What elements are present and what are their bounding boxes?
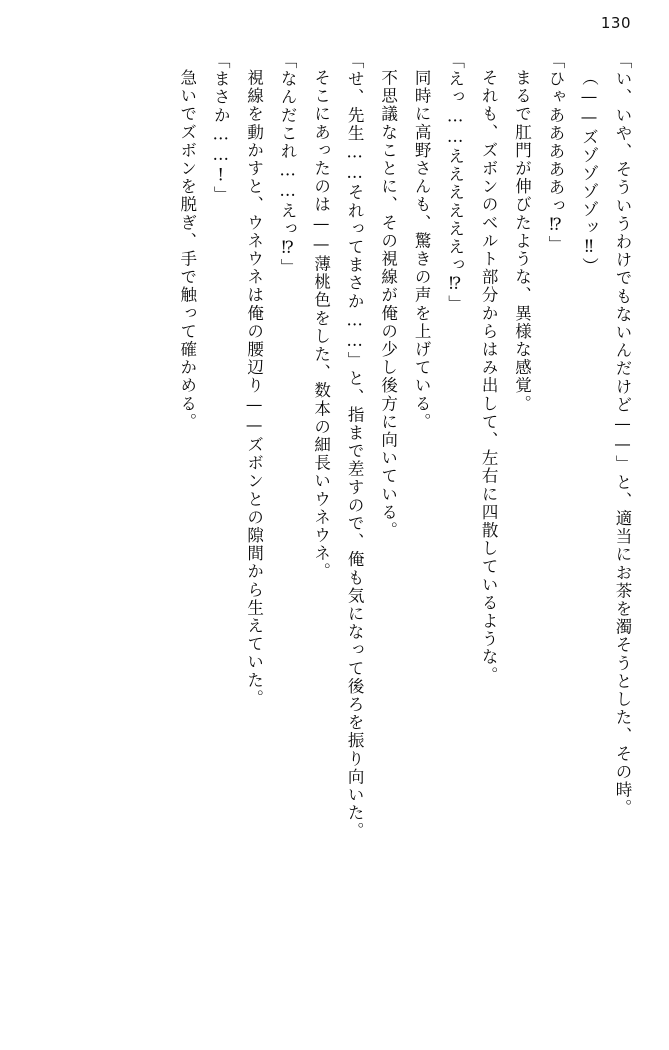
body-paragraph: 「えっ……ええええええっ⁉」 — [445, 52, 465, 313]
body-paragraph: まるで肛門が伸びたような、異様な感覚。 — [512, 68, 532, 413]
body-paragraph: 「い、いや、そういうわけでもないんだけど——」と、適当にお茶を濁そうとした、その時。 — [613, 52, 632, 818]
body-paragraph: 「ひゃあああああっ⁉」 — [546, 52, 566, 254]
body-paragraph: そこにあったのは——薄桃色をした、数本の細長いウネウネ。 — [311, 68, 331, 581]
body-paragraph: 不思議なことに、その視線が俺の少し後方に向いている。 — [378, 68, 398, 540]
page-body-text — [26, 52, 639, 1020]
body-paragraph: 急いでズボンを脱ぎ、手で触って確かめる。 — [177, 68, 197, 431]
body-paragraph: 同時に高野さんも、驚きの声を上げている。 — [412, 68, 432, 431]
body-paragraph: （——ズゾゾゾゾッ‼） — [579, 68, 599, 276]
page-number: 130 — [600, 14, 631, 32]
body-paragraph: それも、ズボンのベルト部分からはみ出して、左右に四散しているような。 — [479, 68, 499, 684]
body-paragraph: 視線を動かすと、ウネウネは俺の腰辺り——ズボンとの隙間から生えていた。 — [244, 68, 264, 707]
body-paragraph: 「なんだこれ……えっ⁉」 — [278, 52, 298, 277]
body-paragraph: 「せ、先生……それってまさか……」と、指まで差すので、俺も気になって後ろを振り向いた。 — [345, 52, 365, 841]
body-paragraph: 「まさか……!」 — [211, 52, 231, 205]
